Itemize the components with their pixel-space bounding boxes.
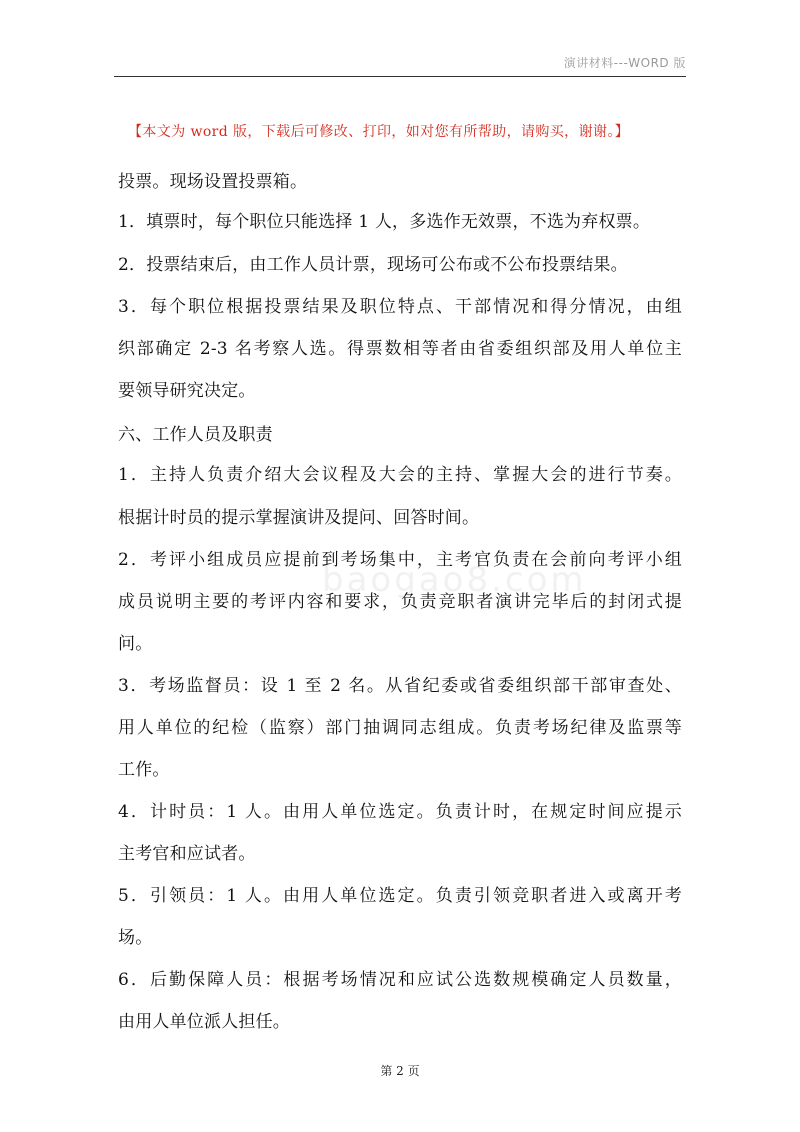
body-line: 织部确定 2-3 名考察人选。得票数相等者由省委组织部及用人单位主 <box>118 339 682 359</box>
body-line: 1．主持人负责介绍大会议程及大会的主持、掌握大会的进行节奏。 <box>118 465 682 485</box>
body-line: 投票。现场设置投票箱。 <box>118 172 308 192</box>
body-line: 主考官和应试者。 <box>118 844 256 864</box>
body-line: 由用人单位派人担任。 <box>118 1012 290 1032</box>
body-line: 3．每个职位根据投票结果及职位特点、干部情况和得分情况，由组 <box>118 297 682 317</box>
body-line: 问。 <box>118 634 153 654</box>
body-line: 6．后勤保障人员：根据考场情况和应试公选数规模确定人员数量， <box>118 970 682 990</box>
header-divider <box>114 76 686 77</box>
watermark-text: baogao8.com <box>322 560 587 600</box>
body-line: 5．引领员：1 人。由用人单位选定。负责引领竞职者进入或离开考 <box>118 886 682 906</box>
body-line: 3．考场监督员：设 1 至 2 名。从省纪委或省委组织部干部审查处、 <box>118 676 682 696</box>
body-line: 2．投票结束后，由工作人员计票，现场可公布或不公布投票结果。 <box>118 255 628 275</box>
body-line: 要领导研究决定。 <box>118 381 256 401</box>
body-line: 成员说明主要的考评内容和要求，负责竞职者演讲完毕后的封闭式提 <box>118 592 682 612</box>
body-line: 工作。 <box>118 760 170 780</box>
body-line: 1．填票时，每个职位只能选择 1 人，多选作无效票，不选为弃权票。 <box>118 212 651 232</box>
body-line: 根据计时员的提示掌握演讲及提问、回答时间。 <box>118 508 480 528</box>
body-line: 4．计时员：1 人。由用人单位选定。负责计时，在规定时间应提示 <box>118 802 682 822</box>
download-notice: 【本文为 word 版，下载后可修改、打印，如对您有所帮助，请购买，谢谢。】 <box>128 124 630 140</box>
body-line: 2．考评小组成员应提前到考场集中，主考官负责在会前向考评小组 <box>118 550 682 570</box>
page-number: 第 2 页 <box>380 1064 420 1078</box>
header-title: 演讲材料---WORD 版 <box>563 56 686 70</box>
body-line: 用人单位的纪检（监察）部门抽调同志组成。负责考场纪律及监票等 <box>118 718 682 738</box>
section-heading: 六、工作人员及职责 <box>118 425 273 445</box>
body-line: 场。 <box>118 928 153 948</box>
